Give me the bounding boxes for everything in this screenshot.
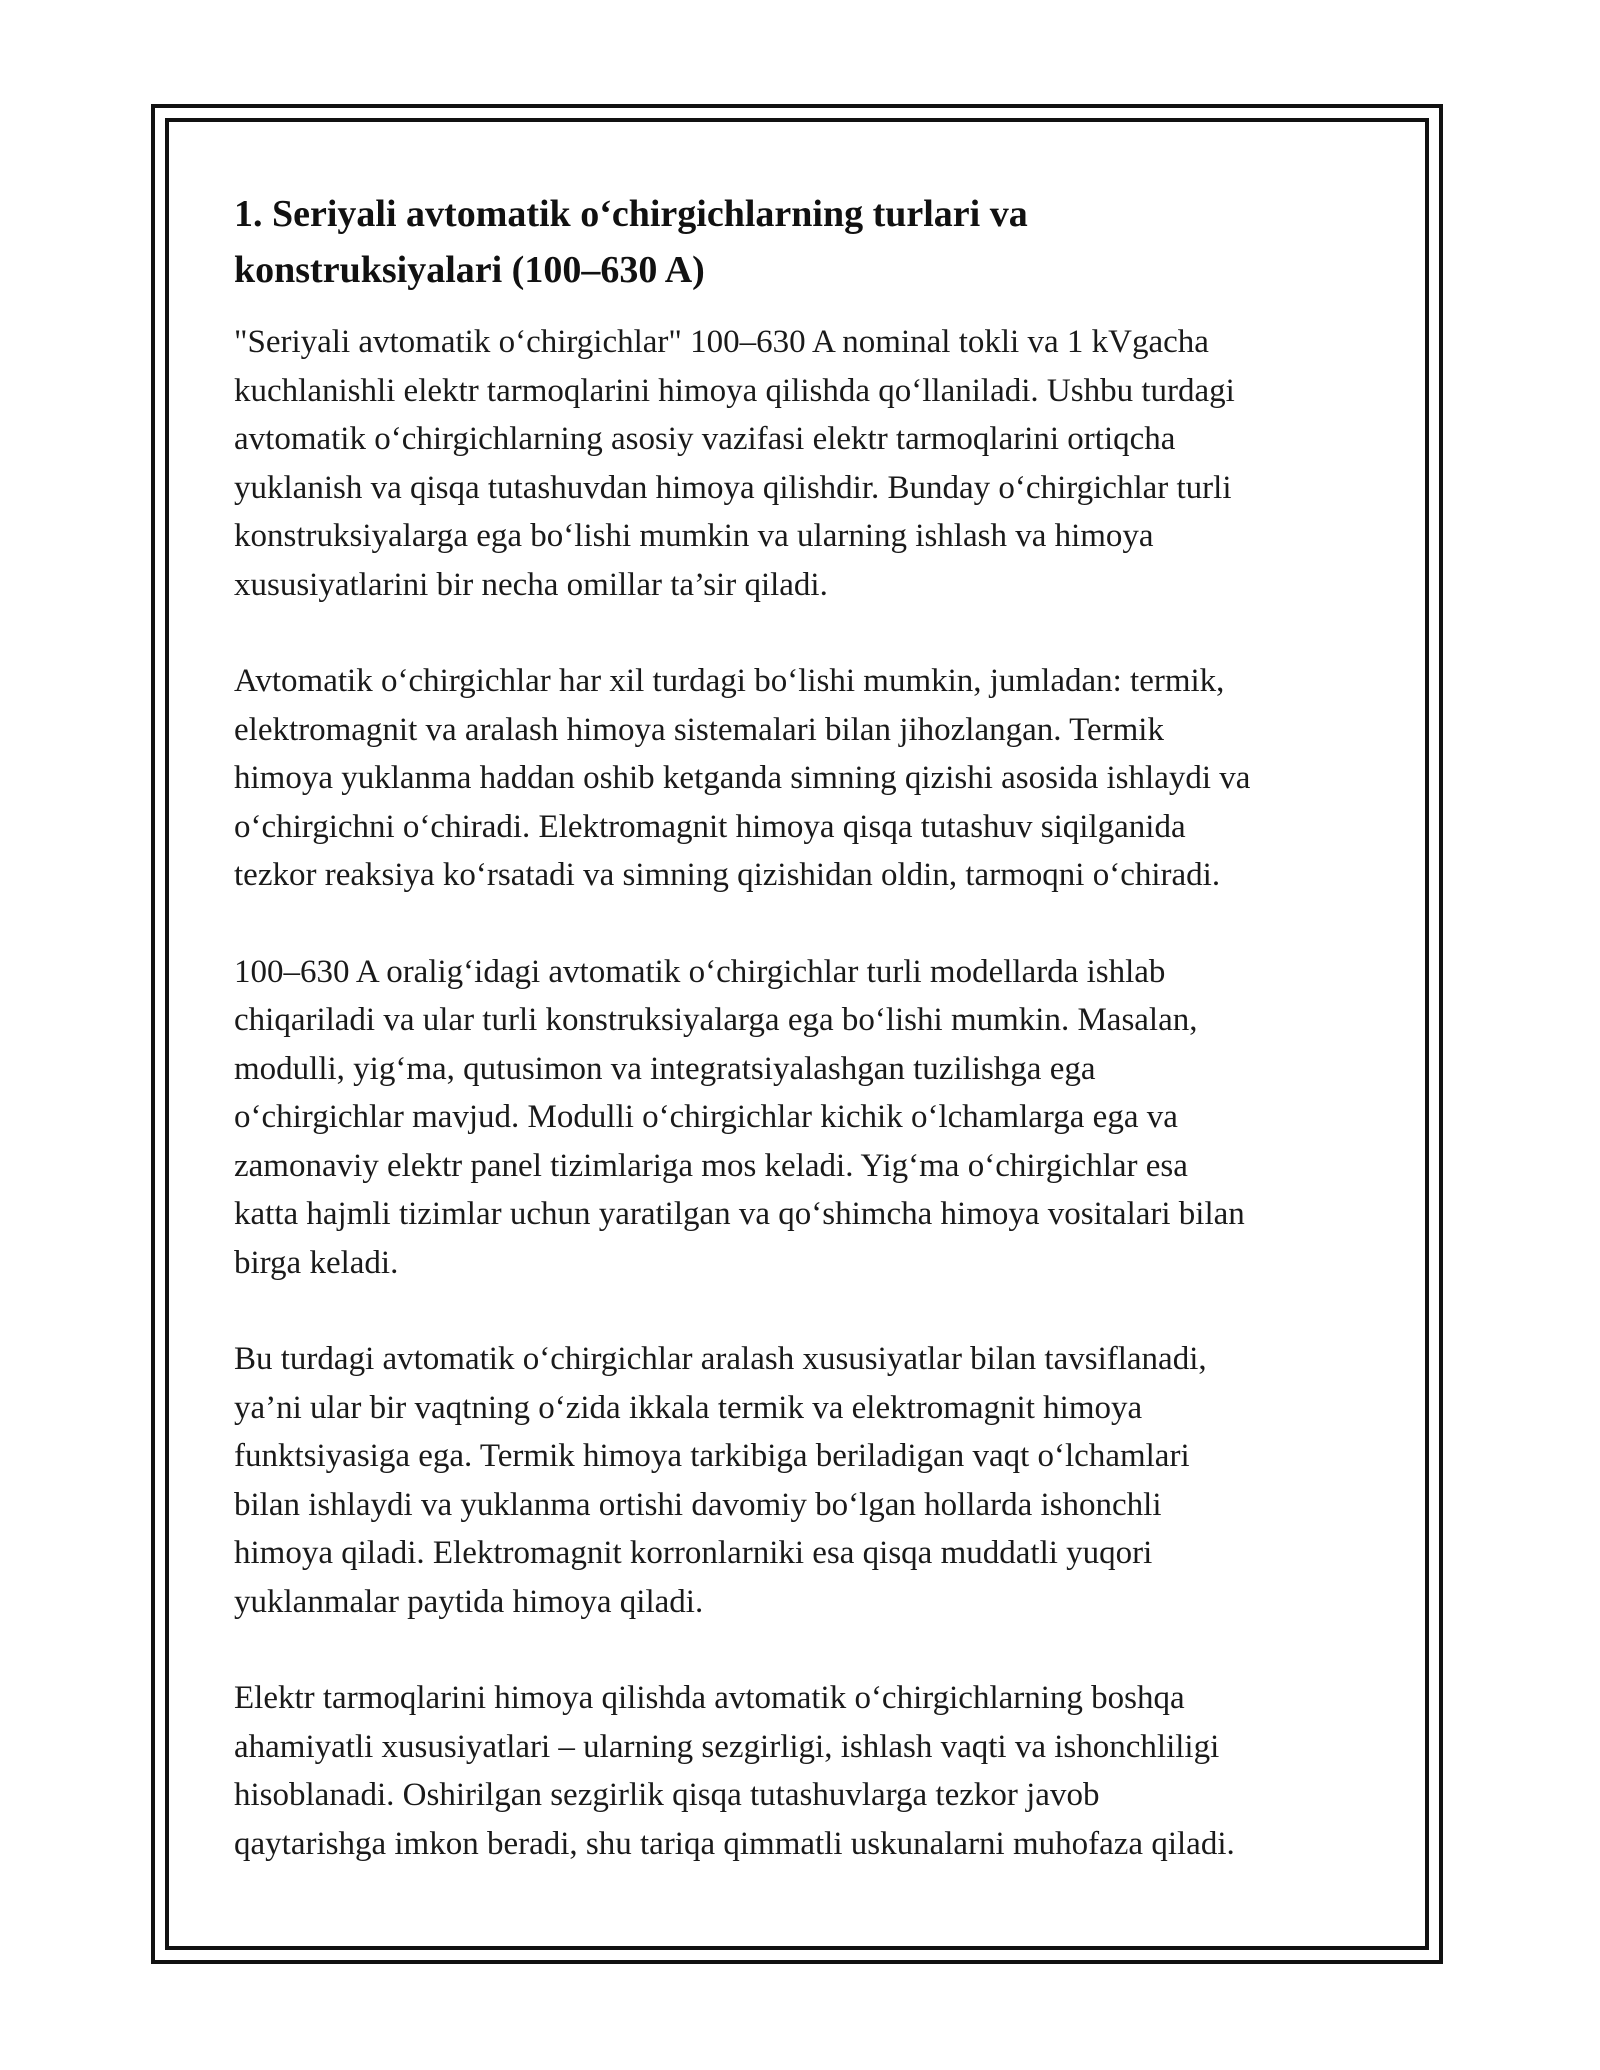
paragraph-line: kuchlanishli elektr tarmoqlarini himoya qilishda qoʻllaniladi. Ushbu turdagi: [234, 372, 1235, 409]
paragraph-line: himoya yuklanma haddan oshib ketganda simning qizishi asosida ishlaydi va: [234, 760, 1251, 796]
paragraph-line: "Seriyali avtomatik oʻchirgichlar" 100–630 A nominal tokli va 1 kVgacha: [234, 324, 1209, 360]
paragraph-line: birga keladi.: [234, 1244, 399, 1281]
section-heading: [234, 186, 1364, 298]
paragraph-line: oʻchirgichlar mavjud. Modulli oʻchirgichlar kichik oʻlchamlarga ega va: [234, 1099, 1178, 1135]
paragraph-line: yuklanish va qisqa tutashuvdan himoya qilishdir. Bunday oʻchirgichlar turli: [234, 469, 1232, 506]
paragraph-line: chiqariladi va ular turli konstruksiyalarga ega boʻlishi mumkin. Masalan,: [234, 1002, 1198, 1038]
paragraph-list: [234, 318, 1364, 1868]
paragraph-line: bilan ishlaydi va yuklanma ortishi davomiy boʻlgan hollarda ishonchli: [234, 1486, 1162, 1523]
paragraph-line: yuklanmalar paytida himoya qiladi.: [234, 1583, 704, 1620]
body-paragraph: [234, 318, 1364, 609]
paragraph-line: katta hajmli tizimlar uchun yaratilgan va qoʻshimcha himoya vositalari bilan: [234, 1196, 1245, 1232]
paragraph-line: Elektr tarmoqlarini himoya qilishda avtomatik oʻchirgichlarning boshqa: [234, 1680, 1185, 1716]
section-heading-line: konstruksiyalari (100–630 A): [234, 249, 705, 291]
paragraph-line: avtomatik oʻchirgichlarning asosiy vazifasi elektr tarmoqlarini ortiqcha: [234, 421, 1176, 457]
paragraph-line: ahamiyatli xususiyatlari – ularning sezgirligi, ishlash vaqti va ishonchliligi: [234, 1728, 1220, 1765]
paragraph-line: Bu turdagi avtomatik oʻchirgichlar aralash xususiyatlar bilan tavsiflanadi,: [234, 1341, 1207, 1377]
paragraph-line: Avtomatik oʻchirgichlar har xil turdagi boʻlishi mumkin, jumladan: termik,: [234, 663, 1225, 699]
section-heading-line: 1. Seriyali avtomatik oʻchirgichlarning turlari va: [234, 193, 1028, 235]
document-body: [234, 186, 1364, 1916]
body-paragraph: [234, 1674, 1364, 1868]
paragraph-line: elektromagnit va aralash himoya sistemalari bilan jihozlangan. Termik: [234, 711, 1164, 748]
body-paragraph: [234, 1335, 1364, 1626]
body-paragraph: [234, 948, 1364, 1288]
paragraph-line: konstruksiyalarga ega boʻlishi mumkin va ularning ishlash va himoya: [234, 518, 1154, 554]
paragraph-line: modulli, yigʻma, qutusimon va integratsiyalashgan tuzilishga ega: [234, 1050, 1096, 1087]
paragraph-line: xususiyatlarini bir necha omillar ta’sir qiladi.: [234, 566, 828, 603]
paragraph-line: ya’ni ular bir vaqtning oʻzida ikkala termik va elektromagnit himoya: [234, 1389, 1143, 1426]
paragraph-line: tezkor reaksiya koʻrsatadi va simning qizishidan oldin, tarmoqni oʻchiradi.: [234, 857, 1221, 893]
paragraph-line: oʻchirgichni oʻchiradi. Elektromagnit himoya qisqa tutashuv siqilganida: [234, 808, 1186, 845]
paragraph-line: zamonaviy elektr panel tizimlariga mos keladi. Yigʻma oʻchirgichlar esa: [234, 1147, 1188, 1184]
paragraph-line: funktsiyasiga ega. Termik himoya tarkibiga beriladigan vaqt oʻlchamlari: [234, 1438, 1190, 1474]
paragraph-line: 100–630 A oraligʻidagi avtomatik oʻchirgichlar turli modellarda ishlab: [234, 953, 1166, 990]
body-paragraph: [234, 657, 1364, 900]
paragraph-line: hisoblanadi. Oshirilgan sezgirlik qisqa tutashuvlarga tezkor javob: [234, 1777, 1100, 1813]
paragraph-line: himoya qiladi. Elektromagnit korronlarniki esa qisqa muddatli yuqori: [234, 1535, 1153, 1571]
paragraph-line: qaytarishga imkon beradi, shu tariqa qimmatli uskunalarni muhofaza qiladi.: [234, 1825, 1235, 1862]
